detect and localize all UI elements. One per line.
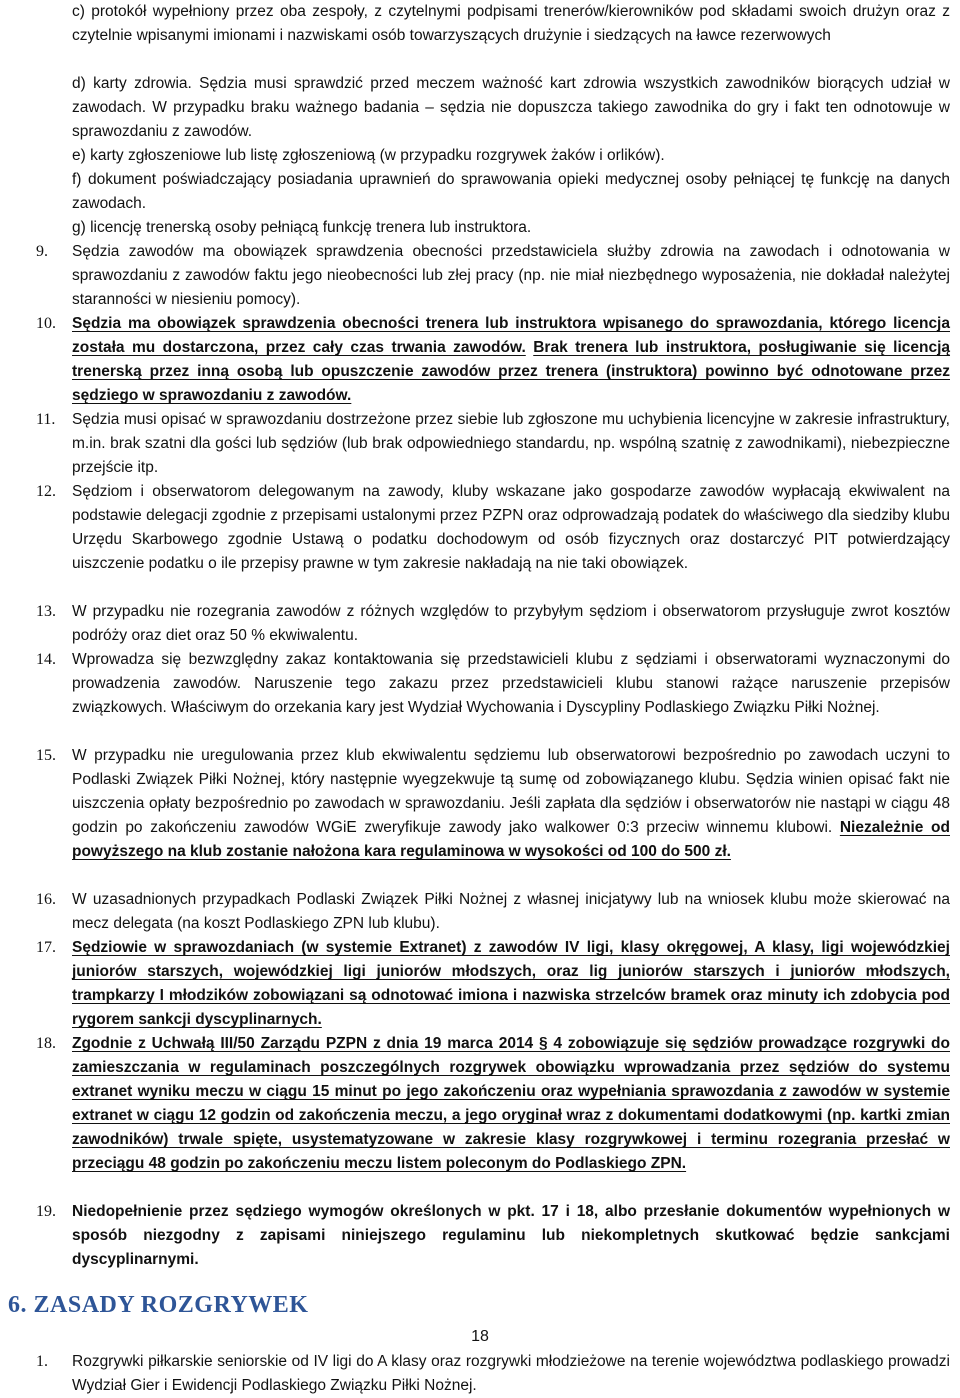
point-17-text: Sędziowie w sprawozdaniach (w systemie Extranet) z zawodów IV ligi, klasy okręgowej, A klasy, ligi wojewódzkiej juniorów starszych, wojewódzkiej ligi juniorów młodszych, oraz lig juniorów starszych i juniorów młodszych, trampkarzy I młodzików zobowiązani są odnotować imiona i nazwiska strzelców bramek oraz minuty ich zdobycia pod rygorem sankcji dyscyplinarnych.: [72, 939, 950, 1028]
item-f: f) dokument poświadczający posiadania uprawnień do sprawowania opieki medycznej osoby pełniącej tę funkcję na danych zawodach.: [72, 171, 950, 212]
point-15-text: [72, 744, 950, 864]
point-16-text: W uzasadnionych przypadkach Podlaski Związek Piłki Nożnej z własnej inicjatywy lub na wniosek klubu może skierować na mecz delegata (na koszt Podlaskiego ZPN lub klubu).: [72, 891, 950, 932]
point-9-text-b: nie miał niezbędnego wyposażenia, nie dokładał należytej staranności w niesieniu pomocy).: [72, 267, 950, 308]
point-16-number: 16.: [36, 891, 56, 908]
item-d: [72, 72, 950, 144]
point-19-text: Niedopełnienie przez sędziego wymogów określonych w pkt. 17 i 18, albo przesłanie dokumentów wypełnionych w sposób niezgodny z zapisami niniejszego regulaminu lub niekompletnych skutkować będzie sankcjami dyscyplinarnymi.: [72, 1203, 950, 1268]
point-18-number: 18.: [36, 1035, 56, 1052]
next-point-text: Rozgrywki piłkarskie seniorskie od IV ligi do A klasy oraz rozgrywki młodzieżowe na terenie województwa podlaskiego prowadzi Wydział Gier i Ewidencji Podlaskiego Związku Piłki Nożnej.: [72, 1353, 950, 1394]
next-point-number: 1.: [36, 1353, 48, 1370]
item-d-text-2: W przypadku braku ważnego badania – sędzia nie dopuszcza takiego zawodnika do gry i fakt ten odnotowuje w sprawozdaniu z zawodów.: [72, 99, 950, 140]
point-13-number: 13.: [36, 603, 56, 620]
point-15-text-b: Niezależnie od powyższego na klub zostanie nałożona kara regulaminowa w wysokości od 100 do 500 zł.: [72, 819, 950, 860]
point-12-number: 12.: [36, 483, 56, 500]
point-9-text: [72, 240, 950, 312]
item-d-text: d) karty zdrowia. Sędzia musi sprawdzić przed meczem ważność kart zdrowia wszystkich zawodników biorących udział w zawodach.: [72, 75, 950, 116]
point-15-text-a: W przypadku nie uregulowania przez klub ekwiwalentu sędziemu lub obserwatorowi bezpośrednio po zawodach uczyni to Podlaski Związek Piłki Nożnej, który następnie wyegzekwuje tą sumę od zobowiązanego klubu. Sędzia winien opisać fakt nie uiszczenia opłaty bezpośrednio po zawodach w sprawozdaniu. Jeśli zapłata dla sędziów i obserwatorów nie nastąpi w ciągu 48 godzin po zakończeniu zawodów WGiE zweryfikuje zawody jako walkower 0:3 przeciw winnemu klubowi.: [72, 747, 950, 836]
point-10-number: 10.: [36, 315, 56, 332]
section-heading: 6. ZASADY ROZGRYWEK: [8, 1292, 309, 1318]
point-10-text: [72, 312, 950, 408]
point-9-text-a: Sędzia zawodów ma obowiązek sprawdzenia obecności przedstawiciela służby zdrowia na zawodach i odnotowania w sprawozdaniu z zawodów faktu jego nieobecności lub złej pracy (np.: [72, 243, 950, 284]
point-13-text: W przypadku nie rozegrania zawodów z różnych względów to przybyłym sędziom i obserwatorom przysługuje zwrot kosztów podróży oraz diet oraz 50 % ekwiwalentu.: [72, 603, 950, 644]
item-c: c) protokół wypełniony przez oba zespoły, z czytelnymi podpisami trenerów/kierowników pod składami swoich drużyn oraz z czytelnie wpisanymi imionami i nazwiskami osób towarzyszących drużynie i siedzących na ławce rezerwowych: [72, 3, 950, 44]
point-12-text: Sędziom i obserwatorom delegowanym na zawody, kluby wskazane jako gospodarze zawodów wypłacają ekwiwalent na podstawie delegacji zgodnie z przepisami ustalonymi przez PZPN oraz odprowadzają podatek do właściwego dla siedziby klubu Urzędu Skarbowego zgodnie Ustawą o podatku dochodowym od osób fizycznych oraz dostarczyć PIT potwierdzający uiszczenie podatku o ile przepisy prawne w tym zakresie nakładają na nie taki obowiązek.: [72, 483, 950, 572]
point-14-number: 14.: [36, 651, 56, 668]
page-number: 18: [471, 1328, 489, 1345]
point-14-text: Wprowadza się bezwzględny zakaz kontaktowania się przedstawicieli klubu z sędziami i obserwatorami wyznaczonymi do prowadzenia zawodów. Naruszenie tego zakazu przez przedstawicieli klubu stanowi rażące naruszenie przepisów związkowych. Właściwym do orzekania kary jest Wydział Wychowania i Dyscypliny Podlaskiego Związku Piłki Nożnej.: [72, 651, 950, 716]
point-15-number: 15.: [36, 747, 56, 764]
point-18-text: Zgodnie z Uchwałą III/50 Zarządu PZPN z dnia 19 marca 2014 § 4 zobowiązuje się sędziów prowadzące rozgrywki do zamieszczania w regulaminach poszczególnych rozgrywek obowiązku wprowadzania przez sędziów do systemu extranet wyniku meczu w ciągu 15 minut po jego zakończeniu oraz wypełniania sprawozdania z zawodów w systemie extranet w ciągu 12 godzin od zakończenia meczu, a jego oryginał wraz z dokumentami dodatkowymi (np. kartki zmian zawodników) trwale spięte, usystematyzowane w zakresie klasy rozgrywkowej i terminu rozegrania przesłać w przeciągu 48 godzin po zakończeniu meczu listem poleconym do Podlaskiego ZPN.: [72, 1035, 950, 1172]
point-10-text-a: Sędzia ma obowiązek sprawdzenia obecności trenera lub instruktora wpisanego do sprawozdania, którego licencja została mu dostarczona, przez cały czas trwania zawodów.: [72, 315, 950, 356]
point-17-number: 17.: [36, 939, 56, 956]
point-9-number: 9.: [36, 243, 48, 260]
point-10-text-b: Brak trenera lub instruktora, posługiwanie się licencją trenerską przez inną osobą lub opuszczenie zawodów przez trenera (instruktora) powinno być odnotowane przez sędziego w sprawozdaniu z zawodów.: [72, 339, 951, 404]
item-e: e) karty zgłoszeniowe lub listę zgłoszeniową (w przypadku rozgrywek żaków i orlików).: [72, 147, 665, 164]
point-19-number: 19.: [36, 1203, 56, 1220]
point-11-number: 11.: [36, 411, 56, 428]
item-g: g) licencję trenerską osoby pełniącą funkcję trenera lub instruktora.: [72, 219, 532, 236]
point-11-text: Sędzia musi opisać w sprawozdaniu dostrzeżone przez siebie lub zgłoszone mu uchybienia licencyjne w zakresie infrastruktury, m.in. brak szatni dla gości lub sędziów (lub brak odpowiedniego standardu, np. wspólną szatnię z zawodnikami), niebezpieczne przejście itp.: [72, 411, 950, 476]
